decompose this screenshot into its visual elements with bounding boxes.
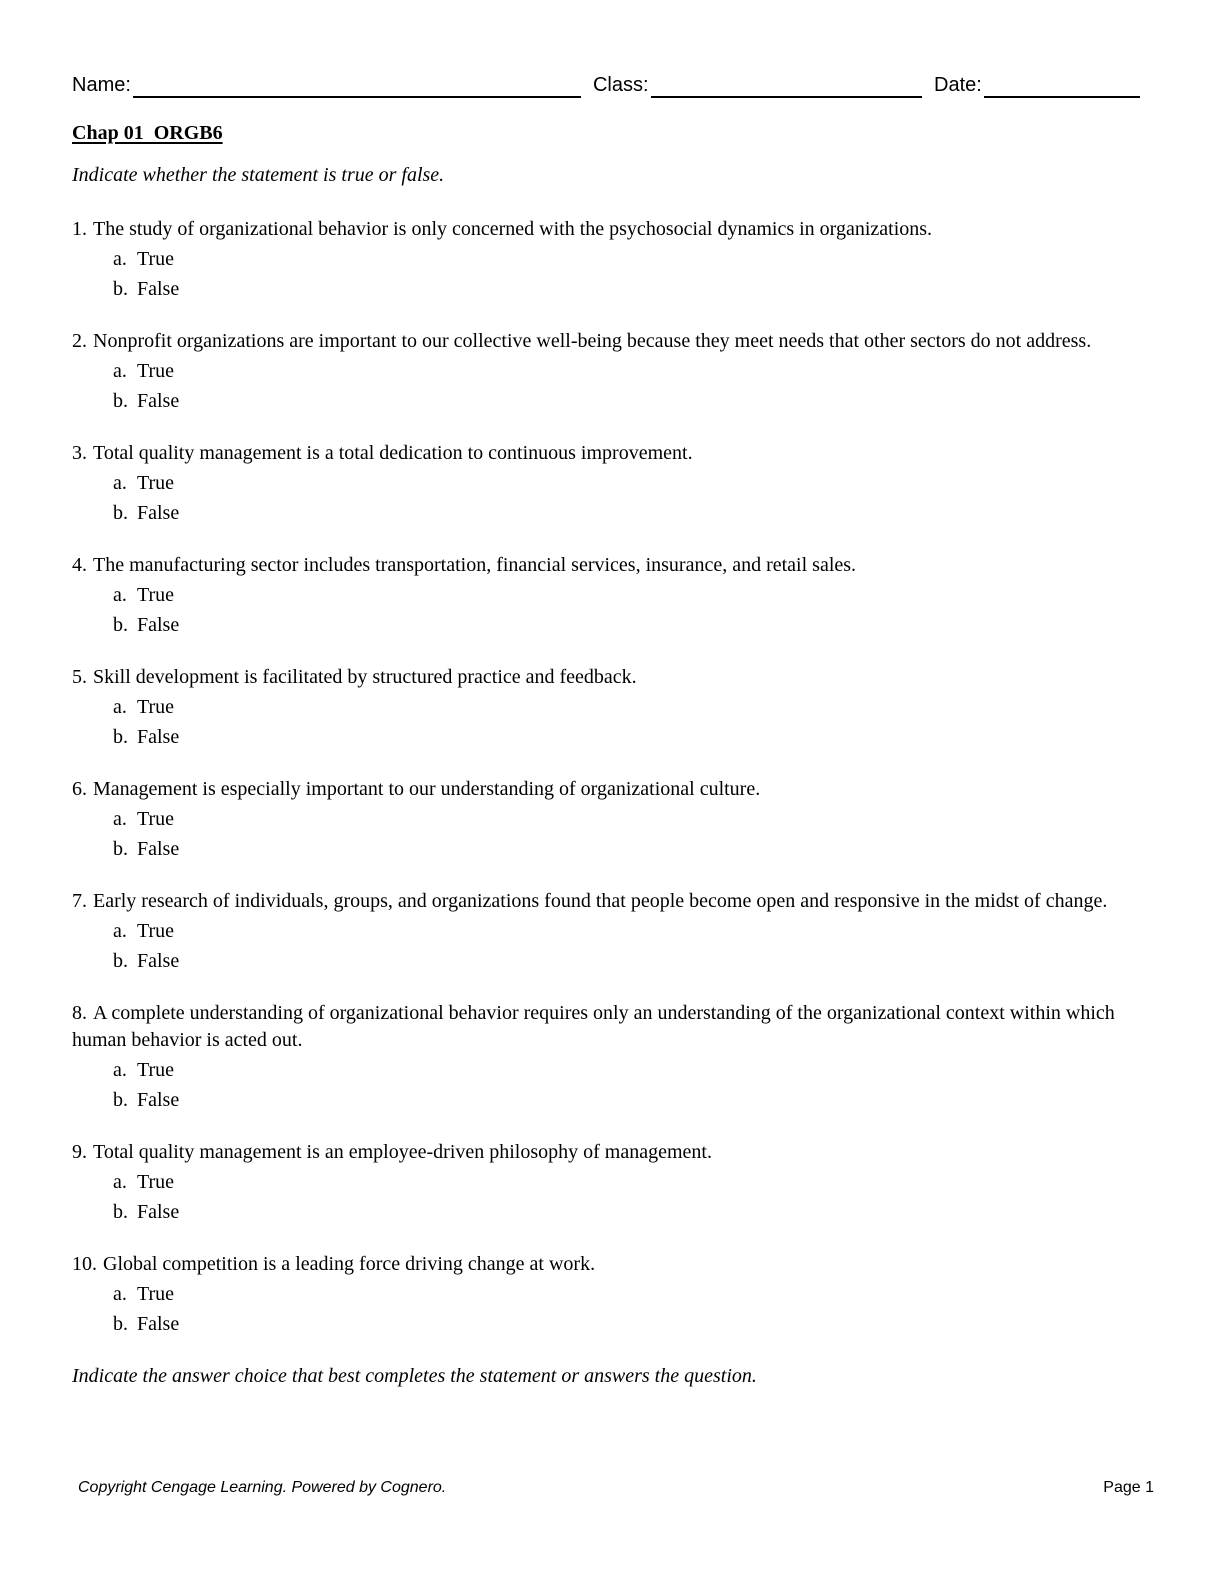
option-label: True (137, 1283, 175, 1305)
copyright-text: Copyright Cengage Learning. Powered by Cognero. (78, 1479, 447, 1496)
question-statement: Skill development is facilitated by structured practice and feedback. (93, 666, 637, 688)
question-number: 3. (72, 442, 87, 464)
option-letter: a. (113, 808, 127, 830)
option-true (72, 470, 1152, 497)
option-false (72, 724, 1152, 751)
question-item (72, 440, 1152, 527)
option-true (72, 806, 1152, 833)
question-item (72, 328, 1152, 415)
option-label: True (137, 808, 175, 830)
question-number: 6. (72, 778, 87, 800)
question-number: 2. (72, 330, 87, 352)
option-letter: b. (113, 278, 128, 300)
question-number: 7. (72, 890, 87, 912)
option-label: False (137, 614, 180, 636)
option-label: False (137, 950, 180, 972)
question-statement: Nonprofit organizations are important to our collective well-being because they meet needs that other sectors do not address. (93, 330, 1092, 352)
option-letter: a. (113, 696, 127, 718)
option-letter: a. (113, 1059, 127, 1081)
option-true (72, 918, 1152, 945)
option-label: False (137, 1089, 180, 1111)
question-statement: Global competition is a leading force driving change at work. (103, 1253, 596, 1275)
page-footer (78, 1478, 1154, 1498)
question-item (72, 664, 1152, 751)
option-letter: b. (113, 726, 128, 748)
option-label: True (137, 360, 175, 382)
question-text (72, 1139, 1152, 1166)
question-text (72, 216, 1152, 243)
option-letter: a. (113, 472, 127, 494)
option-label: False (137, 838, 180, 860)
option-label: False (137, 502, 180, 524)
option-label: True (137, 1059, 175, 1081)
question-number: 9. (72, 1141, 87, 1163)
question-text (72, 888, 1152, 915)
question-statement: A complete understanding of organizational behavior requires only an understanding of the organizational context within which human behavior is acted out. (72, 1002, 1115, 1051)
question-item (72, 1000, 1152, 1114)
question-item (72, 888, 1152, 975)
option-false (72, 836, 1152, 863)
question-item (72, 552, 1152, 639)
true-false-instruction: Indicate whether the statement is true or false. (72, 164, 445, 186)
option-label: False (137, 1201, 180, 1223)
option-letter: b. (113, 1201, 128, 1223)
option-letter: a. (113, 1283, 127, 1305)
question-number: 4. (72, 554, 87, 576)
name-label: Name: (72, 74, 131, 96)
question-text (72, 328, 1152, 355)
option-label: True (137, 920, 175, 942)
option-false (72, 1199, 1152, 1226)
option-label: False (137, 390, 180, 412)
option-false (72, 276, 1152, 303)
option-true (72, 582, 1152, 609)
option-letter: a. (113, 248, 127, 270)
option-letter: b. (113, 950, 128, 972)
date-blank-line (984, 72, 1140, 98)
option-false (72, 500, 1152, 527)
option-false (72, 948, 1152, 975)
question-statement: The study of organizational behavior is only concerned with the psychosocial dynamics in organizations. (93, 218, 933, 240)
multiple-choice-instruction: Indicate the answer choice that best completes the statement or answers the question. (72, 1365, 757, 1387)
option-true (72, 1281, 1152, 1308)
option-letter: b. (113, 838, 128, 860)
date-label: Date: (934, 74, 982, 96)
option-letter: b. (113, 1089, 128, 1111)
option-letter: b. (113, 502, 128, 524)
question-item (72, 1251, 1152, 1338)
question-statement: The manufacturing sector includes transportation, financial services, insurance, and retail sales. (93, 554, 857, 576)
option-true (72, 246, 1152, 273)
question-item (72, 1139, 1152, 1226)
question-text (72, 776, 1152, 803)
option-true (72, 1057, 1152, 1084)
option-label: False (137, 1313, 180, 1335)
option-true (72, 694, 1152, 721)
option-label: True (137, 248, 175, 270)
question-statement: Management is especially important to our understanding of organizational culture. (93, 778, 761, 800)
class-blank-line (651, 72, 923, 98)
question-number: 1. (72, 218, 87, 240)
question-text (72, 552, 1152, 579)
option-false (72, 612, 1152, 639)
class-label: Class: (592, 74, 649, 96)
option-label: False (137, 726, 180, 748)
option-false (72, 1087, 1152, 1114)
question-number: 8. (72, 1002, 87, 1024)
option-letter: a. (113, 920, 127, 942)
question-list (72, 216, 1152, 1338)
page-number: Page 1 (1103, 1479, 1154, 1496)
option-false (72, 1311, 1152, 1338)
option-label: True (137, 1171, 175, 1193)
fill-in-header (72, 72, 1152, 98)
option-letter: a. (113, 584, 127, 606)
question-statement: Early research of individuals, groups, and organizations found that people become open and responsive in the midst of change. (93, 890, 1108, 912)
option-letter: a. (113, 360, 127, 382)
option-letter: b. (113, 390, 128, 412)
option-label: False (137, 278, 180, 300)
question-item (72, 216, 1152, 303)
question-text (72, 440, 1152, 467)
option-false (72, 388, 1152, 415)
question-text (72, 1000, 1152, 1054)
question-number: 5. (72, 666, 87, 688)
option-letter: a. (113, 1171, 127, 1193)
option-letter: b. (113, 1313, 128, 1335)
question-number: 10. (72, 1253, 97, 1275)
question-statement: Total quality management is a total dedication to continuous improvement. (93, 442, 693, 464)
option-true (72, 1169, 1152, 1196)
question-text (72, 1251, 1152, 1278)
question-statement: Total quality management is an employee-driven philosophy of management. (93, 1141, 712, 1163)
option-letter: b. (113, 614, 128, 636)
question-item (72, 776, 1152, 863)
question-text (72, 664, 1152, 691)
option-true (72, 358, 1152, 385)
name-blank-line (133, 72, 581, 98)
chapter-title: Chap 01 ORGB6 (72, 122, 223, 144)
option-label: True (137, 584, 175, 606)
option-label: True (137, 696, 175, 718)
option-label: True (137, 472, 175, 494)
